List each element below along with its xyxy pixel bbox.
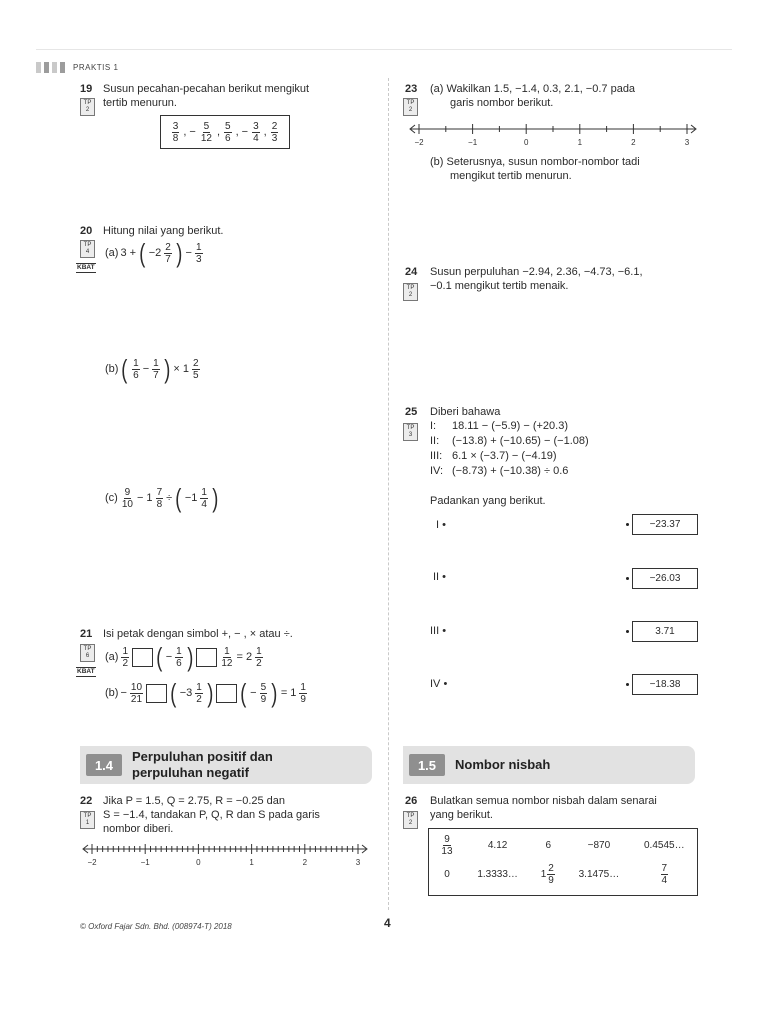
paren: ( xyxy=(175,483,182,513)
q19-number: 19 xyxy=(80,83,93,95)
paren: ) xyxy=(176,238,183,268)
header-label: PRAKTIS 1 xyxy=(73,63,119,72)
header-bar xyxy=(36,62,41,73)
match-dot[interactable] xyxy=(626,523,629,526)
fraction: $\frac{1}{4}$ xyxy=(201,486,207,510)
header-bar xyxy=(60,62,65,73)
q26-number-table xyxy=(428,828,698,896)
q20-text: Hitung nilai yang berikut. xyxy=(103,225,224,237)
fraction: $\frac{1}{2}$ xyxy=(196,681,202,705)
q25-expression: 18.11 − (−5.9) − (+20.3) xyxy=(452,420,568,432)
q23-number-line[interactable] xyxy=(402,120,702,150)
fraction: $\frac{1}{3}$ xyxy=(195,241,202,265)
section-1-5-banner xyxy=(403,746,695,784)
tick-label: 3 xyxy=(355,858,361,867)
q26-text: yang berikut. xyxy=(430,809,493,821)
q25-number: 25 xyxy=(405,406,418,418)
paren: ) xyxy=(212,483,219,513)
tick-label: −2 xyxy=(87,858,97,867)
paren: ( xyxy=(139,238,146,268)
table-cell[interactable]: −870 xyxy=(587,840,611,851)
fraction: $\frac{7}{8}$ xyxy=(156,486,163,510)
match-dot[interactable] xyxy=(626,630,629,633)
table-cell[interactable]: 4.12 xyxy=(487,840,508,851)
q23a-text: (a) Wakilkan 1.5, −1.4, 0.3, 2.1, −0.7 pada xyxy=(430,83,636,95)
fraction: $\frac{2}{9}$ xyxy=(548,863,554,886)
q25-roman: I: xyxy=(430,420,437,432)
q21-tp-badge: TP 6 xyxy=(80,644,95,662)
header-bar xyxy=(44,62,49,73)
match-answer-box[interactable]: −18.38 xyxy=(632,674,698,695)
table-cell[interactable] xyxy=(632,860,697,889)
q20a-term: 3 + xyxy=(120,247,137,259)
minus-sign: − xyxy=(189,126,196,138)
q20a-term: −2 xyxy=(148,247,162,259)
q24-tp-badge: TP 2 xyxy=(403,283,418,301)
q19-fraction-box xyxy=(160,115,290,149)
match-left-item[interactable]: III • xyxy=(430,625,447,637)
match-answer-box[interactable]: 3.71 xyxy=(632,621,698,642)
fraction: $\frac{1}{2}$ xyxy=(122,645,129,669)
section-title: perpuluhan negatif xyxy=(132,765,249,780)
fraction: $\frac{2}{3}$ xyxy=(271,120,278,144)
symbol-input-box[interactable] xyxy=(146,684,167,703)
fraction: $\frac{9}{10}$ xyxy=(121,486,133,510)
q26-text: Bulatkan semua nombor nisbah dalam senarai xyxy=(430,795,657,807)
q23-tp-badge: TP 2 xyxy=(403,98,418,116)
q19-text: Susun pecahan-pecahan berikut mengikut xyxy=(103,83,310,95)
q23a-text: garis nombor berikut. xyxy=(450,97,554,109)
fraction: $\frac{2}{7}$ xyxy=(165,241,171,265)
q20a-label: (a) xyxy=(105,247,119,259)
tick-label: 2 xyxy=(631,138,636,147)
paren: ) xyxy=(163,354,171,384)
q24-text: Susun perpuluhan −2.94, 2.36, −4.73, −6.1, xyxy=(430,266,643,278)
q25-roman: IV: xyxy=(430,465,444,477)
q21b-label: (b) xyxy=(105,687,119,699)
footer-copyright: © Oxford Fajar Sdn. Bhd. (008974-T) 2018 xyxy=(80,922,232,931)
match-left-item[interactable]: II • xyxy=(433,571,447,583)
fraction: $\frac{7}{4}$ xyxy=(661,863,668,886)
q22-number-line[interactable] xyxy=(78,838,378,868)
fraction: $\frac{10}{21}$ xyxy=(130,681,143,705)
q20c-expression xyxy=(105,485,220,511)
comma: , xyxy=(235,126,239,138)
q25-expression: (−13.8) + (−10.65) − (−1.08) xyxy=(452,435,589,447)
table-cell[interactable] xyxy=(429,831,465,860)
match-dot[interactable] xyxy=(626,683,629,686)
q20c-label: (c) xyxy=(105,492,118,504)
q20c-term: −1 xyxy=(184,492,198,504)
section-title: Perpuluhan positif dan xyxy=(132,749,273,764)
q20b-label: (b) xyxy=(105,363,119,375)
q20-number: 20 xyxy=(80,225,93,237)
tick-label: 1 xyxy=(249,858,254,867)
fraction: $\frac{1}{7}$ xyxy=(153,357,159,381)
comma: , xyxy=(216,126,220,138)
q25-intro: Diberi bahawa xyxy=(430,406,501,418)
q22-text: S = −1.4, tandakan P, Q, R dan S pada garis xyxy=(103,809,320,821)
q21a-expression: (a) $\frac{1}{2}$ ( − $\frac{1}{6}$ ) $\frac{1}{12}$ = 2 $\frac{1}{2}$ xyxy=(105,642,262,672)
tick-label: 0 xyxy=(196,858,201,867)
q21-kbat-badge: KBAT xyxy=(77,668,95,675)
q22-tp-badge: TP 1 xyxy=(80,811,95,829)
header-bar xyxy=(52,62,57,73)
fraction: $\frac{5}{6}$ xyxy=(225,120,231,144)
operator: × 1 xyxy=(173,363,189,375)
paren: ( xyxy=(240,678,247,708)
fraction: $\frac{1}{6}$ xyxy=(133,357,139,381)
tick-label: −2 xyxy=(414,138,424,147)
comma: , xyxy=(263,126,267,138)
q21b-expression: (b) − $\frac{10}{21}$ ( −3 $\frac{1}{2}$ ) ( − $\frac{5}{9}$ ) = 1 $\frac{1}{9}$ xyxy=(105,678,306,708)
symbol-input-box[interactable] xyxy=(196,648,217,667)
fraction: $\frac{1}{6}$ xyxy=(176,645,182,669)
operator: − 1 xyxy=(136,492,153,504)
q23b-text: mengikut tertib menurun. xyxy=(450,170,572,182)
section-1-4-banner xyxy=(80,746,372,784)
q22-number: 22 xyxy=(80,795,93,807)
q20a-expression xyxy=(105,240,204,266)
section-number: 1.5 xyxy=(409,754,445,776)
table-cell[interactable]: 0 xyxy=(444,869,450,880)
page-number: 4 xyxy=(384,916,391,930)
q22-text: Jika P = 1.5, Q = 2.75, R = −0.25 dan xyxy=(103,795,286,807)
q25-expression: (−8.73) + (−10.38) ÷ 0.6 xyxy=(452,465,569,477)
q25-roman: II: xyxy=(430,435,440,447)
fraction: $\frac{1}{12}$ xyxy=(221,645,233,669)
tick-label: 2 xyxy=(302,858,308,867)
section-title: Nombor nisbah xyxy=(455,757,551,772)
match-answer-box[interactable]: −23.37 xyxy=(632,514,698,535)
q23-number: 23 xyxy=(405,83,418,95)
q20-tp-badge: TP 4 xyxy=(80,240,95,258)
q25-roman: III: xyxy=(430,450,443,462)
table-cell[interactable]: 1 $\frac{2}{9}$ xyxy=(540,863,554,886)
comma: , xyxy=(183,126,187,138)
fraction: $\frac{1}{9}$ xyxy=(300,681,306,705)
tick-label: −1 xyxy=(468,138,478,147)
tick-label: 0 xyxy=(523,138,529,147)
q26-tp-badge: TP 2 xyxy=(403,811,418,829)
paren: ( xyxy=(170,678,177,708)
q20-kbat-badge: KBAT xyxy=(77,264,95,271)
match-dot[interactable] xyxy=(626,577,629,580)
top-rule xyxy=(36,49,732,50)
operator: − xyxy=(142,363,150,375)
fraction: $\frac{1}{2}$ xyxy=(256,645,262,669)
match-left-item[interactable]: I • xyxy=(436,519,446,531)
q19-text: tertib menurun. xyxy=(103,97,177,109)
fraction: $\frac{3}{8}$ xyxy=(172,120,179,144)
q21a-label: (a) xyxy=(105,651,119,663)
fraction: $\frac{3}{4}$ xyxy=(253,120,259,144)
q26-number: 26 xyxy=(405,795,418,807)
match-left-item[interactable]: IV • xyxy=(430,678,448,690)
fraction: $\frac{5}{12}$ xyxy=(200,120,212,144)
q24-text: −0.1 mengikut tertib menaik. xyxy=(430,280,569,292)
paren: ( xyxy=(156,642,163,672)
paren: ) xyxy=(207,678,214,708)
table-cell[interactable]: 1.3333… xyxy=(477,869,518,880)
operator: − xyxy=(185,247,192,259)
paren: ( xyxy=(121,354,128,384)
minus-sign: − xyxy=(241,126,249,138)
operator: ÷ xyxy=(166,492,173,504)
table-cell[interactable]: 0.4545… xyxy=(644,840,685,851)
fraction: $\frac{5}{9}$ xyxy=(260,681,267,705)
q19-tp-badge: TP 2 xyxy=(80,98,95,116)
table-cell[interactable]: 3.1475… xyxy=(578,869,620,880)
symbol-input-box[interactable] xyxy=(216,684,237,703)
column-divider xyxy=(388,78,389,910)
q22-text: nombor diberi. xyxy=(103,823,174,835)
tick-label: 3 xyxy=(684,138,690,147)
paren: ) xyxy=(271,678,278,708)
q20b-expression xyxy=(105,356,201,382)
q25-match-text: Padankan yang berikut. xyxy=(430,495,546,507)
fraction: $\frac{2}{5}$ xyxy=(192,357,199,381)
tick-label: 1 xyxy=(577,138,583,147)
fraction: $\frac{9}{13}$ xyxy=(441,834,453,857)
section-number: 1.4 xyxy=(86,754,122,776)
q21-text: Isi petak dengan simbol +, − , × atau ÷. xyxy=(103,628,293,640)
symbol-input-box[interactable] xyxy=(132,648,153,667)
paren: ) xyxy=(186,642,194,672)
match-answer-box[interactable]: −26.03 xyxy=(632,568,698,589)
q23b-text: (b) Seterusnya, susun nombor-nombor tadi xyxy=(430,156,640,168)
q25-expression: 6.1 × (−3.7) − (−4.19) xyxy=(452,450,557,462)
q25-tp-badge: TP 3 xyxy=(403,423,418,441)
page-header xyxy=(36,62,118,73)
tick-label: −1 xyxy=(140,858,150,867)
q24-number: 24 xyxy=(405,266,418,278)
q21-number: 21 xyxy=(80,628,93,640)
table-cell[interactable]: 6 xyxy=(545,840,552,851)
